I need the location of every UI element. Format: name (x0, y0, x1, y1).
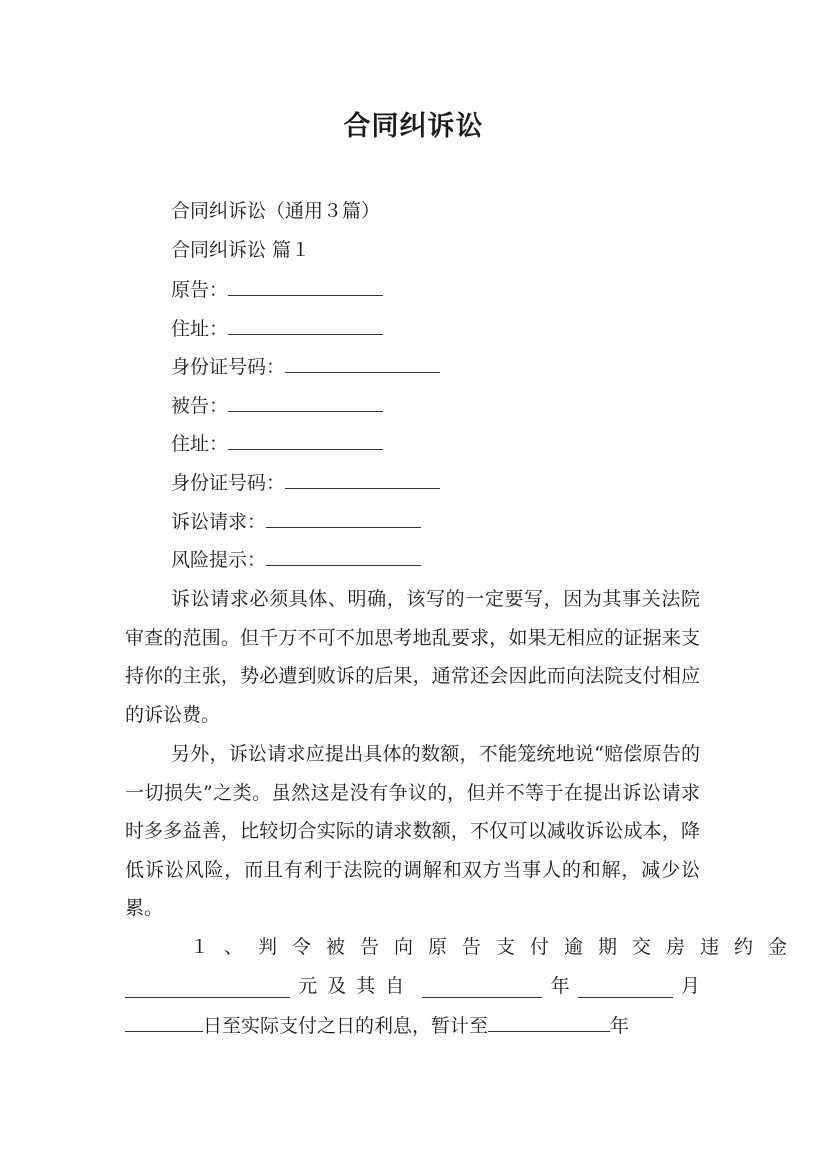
blank-line (228, 393, 383, 412)
claim-text: 元及其自 (298, 975, 415, 997)
blank-line (422, 979, 542, 998)
document-title: 合同纠诉讼 (343, 111, 484, 142)
field-label: 风险提示： (171, 549, 267, 571)
document-subtitle: 合同纠诉讼（通用３篇） (171, 200, 381, 222)
field-plaintiff-address (171, 316, 383, 341)
field-plaintiff-id (171, 354, 440, 379)
field-label: 原告： (171, 279, 229, 301)
field-label: 住址： (171, 318, 229, 340)
paragraph-amount-advice: 另外，诉讼请求应提出具体的数额，不能笼统地说“赔偿原告的一切损失”之类。虽然这是没有争议的，但并不等于在提出诉讼请求时多多益善，比较切合实际的请求数额，不仅可以减收诉讼成本，降低诉讼风险，而且有利于法院的调解和双方当事人的和解，减少讼累。 (125, 743, 700, 919)
blank-line (488, 1013, 610, 1032)
field-label: 身份证号码： (171, 356, 286, 378)
blank-line (228, 431, 383, 450)
claim-text: 年 (610, 1015, 630, 1037)
field-risk-notice (171, 547, 421, 572)
blank-line (266, 547, 421, 566)
claim-line-3 (125, 1013, 700, 1038)
claim-text: １、判令被告向原告支付逾期交房违约金 (190, 936, 803, 958)
blank-line (266, 509, 421, 528)
field-defendant-address (171, 431, 383, 456)
paragraph-claims-advice: 诉讼请求必须具体、明确，该写的一定要写，因为其事关法院审查的范围。但千万不可不加思考地乱要求，如果无相应的证据来支持你的主张，势必遭到败诉的后果，通常还会因此而向法院支付相应的诉讼费。 (125, 588, 700, 726)
blank-line (578, 979, 673, 998)
field-defendant-id (171, 470, 440, 495)
field-plaintiff (171, 277, 383, 302)
section-heading: 合同纠诉讼 篇１ (171, 239, 311, 261)
claim-text: 日至实际支付之日的利息，暂计至 (203, 1015, 489, 1037)
field-label: 住址： (171, 433, 229, 455)
field-label: 身份证号码： (171, 472, 286, 494)
blank-line (228, 277, 383, 296)
blank-line (228, 316, 383, 335)
claim-text: 年 (550, 975, 570, 997)
blank-line (285, 354, 440, 373)
field-label: 被告： (171, 395, 229, 417)
blank-line (125, 979, 290, 998)
blank-line (125, 1013, 203, 1032)
field-claims (171, 509, 421, 534)
claim-text: 月 (680, 975, 700, 997)
claim-line-1 (190, 935, 803, 959)
field-label: 诉讼请求： (171, 511, 267, 533)
blank-line (285, 470, 440, 489)
field-defendant (171, 393, 383, 418)
claim-line-2 (125, 974, 700, 998)
